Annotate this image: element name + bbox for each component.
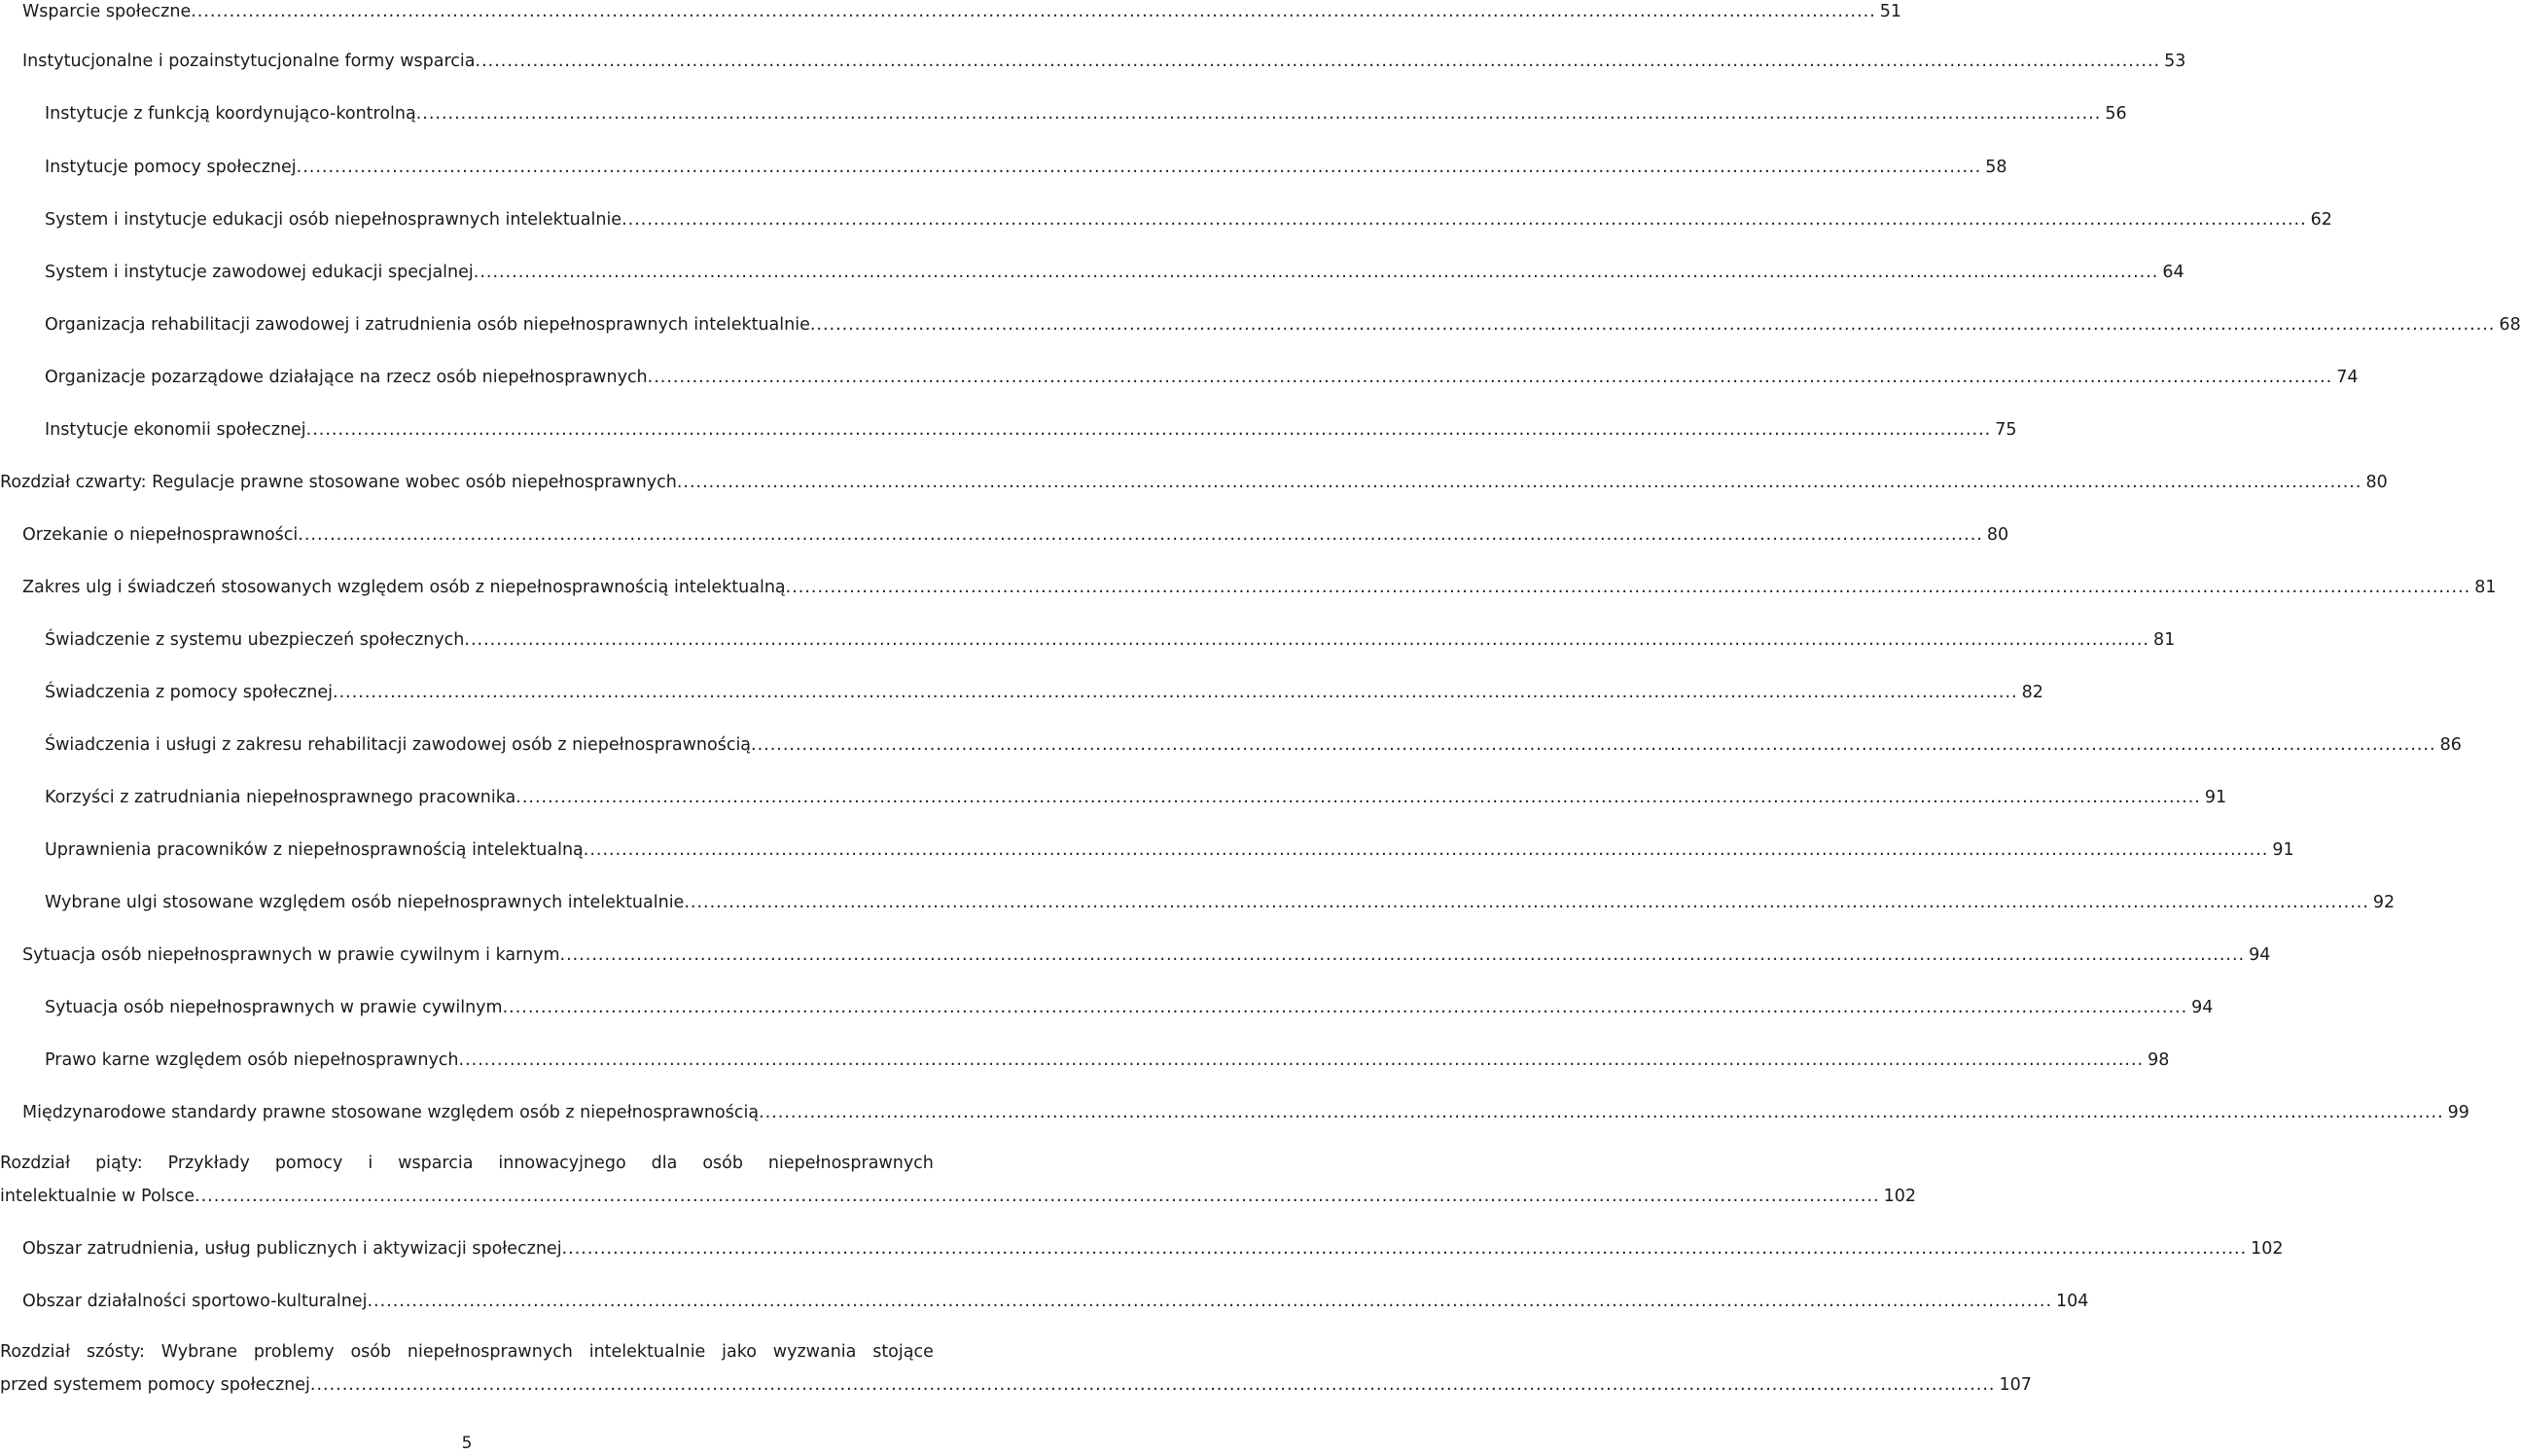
toc-entry[interactable]	[45, 1048, 2170, 1072]
toc-entry-page: 68	[2499, 315, 2521, 335]
toc-entry[interactable]	[45, 786, 2227, 809]
toc-leader-dots	[648, 366, 2333, 389]
toc-leader-dots	[416, 102, 2102, 125]
toc-leader-dots	[367, 1290, 2052, 1313]
toc-entry-page: 81	[2152, 630, 2176, 650]
toc-entry[interactable]	[45, 366, 2359, 389]
toc-entry-title: Instytucje pomocy społecznej	[45, 158, 297, 177]
toc-word: niepełnosprawnych	[407, 1342, 573, 1362]
toc-entry-page: 62	[2310, 210, 2332, 230]
toc-entry-page: 80	[1986, 525, 2009, 545]
toc-entry-title: Uprawnienia pracowników z niepełnosprawnością intelektualną	[45, 840, 584, 860]
toc-entry-page: 99	[2447, 1103, 2469, 1122]
toc-entry-page: 91	[2272, 840, 2294, 860]
toc-chapter-line	[0, 1180, 1917, 1213]
toc-leader-dots	[786, 576, 2471, 599]
toc-entry-title: Orzekanie o niepełnosprawności	[22, 525, 299, 545]
toc-entry-title: Międzynarodowe standardy prawne stosowane względem osób z niepełnosprawnością	[22, 1103, 760, 1122]
toc-entry-title: Organizacje pozarządowe działające na rzecz osób niepełnosprawnych	[45, 368, 648, 387]
toc-entry[interactable]	[22, 523, 2009, 547]
toc-entry-title: Organizacja rehabilitacji zawodowej i zatrudnienia osób niepełnosprawnych intelektualnie	[45, 315, 810, 335]
toc-entry-title: Świadczenie z systemu ubezpieczeń społecznych	[45, 630, 465, 650]
toc-entry-page: 53	[2164, 52, 2186, 71]
toc-entry[interactable]	[22, 1101, 2469, 1124]
toc-entry-title: Prawo karne względem osób niepełnosprawnych	[45, 1050, 459, 1070]
toc-word: osób	[702, 1154, 743, 1173]
toc-entry[interactable]	[22, 50, 2186, 73]
toc-entry-page: 74	[2336, 368, 2359, 387]
toc-leader-dots	[306, 418, 1992, 442]
toc-entry-page: 102	[1883, 1187, 1917, 1206]
toc-leader-dots	[503, 996, 2188, 1019]
toc-chapter-entry[interactable]	[0, 1335, 2032, 1402]
toc-leader-dots	[476, 50, 2161, 73]
toc-word: intelektualnie	[588, 1342, 706, 1362]
toc-word: stojące	[872, 1342, 934, 1362]
toc-chapter-line	[0, 1147, 934, 1180]
toc-entry-page: 58	[1985, 158, 2007, 177]
toc-entry[interactable]	[45, 628, 2176, 652]
toc-entry-page: 81	[2474, 578, 2497, 597]
toc-word: wyzwania	[772, 1342, 857, 1362]
toc-entry[interactable]	[45, 102, 2127, 125]
toc-entry-title: intelektualnie w Polsce	[0, 1187, 195, 1206]
toc-entry-page: 104	[2056, 1292, 2089, 1311]
toc-entry-page: 56	[2105, 104, 2127, 124]
toc-word: innowacyjnego	[498, 1154, 626, 1173]
toc-entry[interactable]	[45, 156, 2007, 179]
toc-chapter-line	[0, 1335, 934, 1368]
toc-chapter-entry[interactable]	[0, 471, 2388, 494]
toc-entry-page: 64	[2162, 263, 2184, 282]
toc-word: osób	[350, 1342, 392, 1362]
toc-entry-page: 51	[1879, 2, 1902, 21]
toc-entry[interactable]	[22, 0, 1902, 23]
toc-leader-dots	[191, 0, 1876, 23]
toc-entry[interactable]	[45, 681, 2043, 704]
toc-entry-page: 80	[2365, 473, 2388, 492]
toc-word: problemy	[253, 1342, 335, 1362]
toc-leader-dots	[677, 471, 2362, 494]
toc-entry-title: Obszar działalności sportowo-kulturalnej	[22, 1292, 368, 1311]
toc-entry[interactable]	[45, 261, 2184, 284]
toc-entry-title: Korzyści z zatrudniania niepełnosprawnego pracownika	[45, 788, 516, 807]
toc-entry[interactable]	[22, 576, 2497, 599]
toc-entry[interactable]	[45, 313, 2521, 337]
toc-leader-dots	[515, 786, 2201, 809]
toc-entry[interactable]	[45, 208, 2332, 231]
toc-word: piąty:	[95, 1154, 143, 1173]
toc-leader-dots	[684, 891, 2369, 914]
toc-entry-title: Wsparcie społeczne	[22, 2, 192, 21]
toc-leader-dots	[560, 943, 2246, 967]
toc-leader-dots	[298, 523, 1983, 547]
toc-word: pomocy	[274, 1154, 343, 1173]
toc-chapter-entry[interactable]	[0, 1147, 1917, 1213]
toc-entry-title: Świadczenia i usługi z zakresu rehabilitacji zawodowej osób z niepełnosprawnością	[45, 735, 752, 755]
toc-entry[interactable]	[22, 943, 2271, 967]
toc-entry-title: Instytucjonalne i pozainstytucjonalne formy wsparcia	[22, 52, 476, 71]
toc-entry-title: Zakres ulg i świadczeń stosowanych względem osób z niepełnosprawnością intelektualną	[22, 578, 786, 597]
toc-entry[interactable]	[45, 891, 2396, 914]
toc-word: dla	[651, 1154, 678, 1173]
toc-word: i	[368, 1154, 373, 1173]
toc-entry-title: System i instytucje zawodowej edukacji specjalnej	[45, 263, 474, 282]
toc-word: jako	[722, 1342, 757, 1362]
toc-word: Przykłady	[167, 1154, 250, 1173]
toc-word: Rozdział	[0, 1154, 71, 1173]
toc-entry-title: Świadczenia z pomocy społecznej	[45, 683, 333, 702]
toc-entry[interactable]	[45, 838, 2294, 862]
toc-leader-dots	[464, 628, 2149, 652]
toc-entry-page: 75	[1995, 420, 2017, 440]
toc-entry-page: 91	[2204, 788, 2227, 807]
toc-leader-dots	[310, 1368, 1996, 1402]
page-number: 5	[461, 1434, 473, 1453]
toc-entry-page: 98	[2148, 1050, 2170, 1070]
toc-leader-dots	[562, 1237, 2248, 1261]
toc-entry[interactable]	[22, 1290, 2089, 1313]
toc-leader-dots	[621, 208, 2307, 231]
toc-entry-title: Obszar zatrudnienia, usług publicznych i aktywizacji społecznej	[22, 1239, 562, 1259]
toc-entry-title: System i instytucje edukacji osób niepełnosprawnych intelektualnie	[45, 210, 622, 230]
toc-leader-dots	[474, 261, 2159, 284]
toc-entry-page: 102	[2251, 1239, 2284, 1259]
toc-word: Wybrane	[160, 1342, 237, 1362]
toc-leader-dots	[297, 156, 1982, 179]
toc-word: Rozdział	[0, 1342, 71, 1362]
toc-word: niepełnosprawnych	[767, 1154, 934, 1173]
toc-entry-page: 107	[1999, 1375, 2032, 1395]
toc-leader-dots	[759, 1101, 2444, 1124]
toc-entry[interactable]	[45, 733, 2462, 757]
toc-entry-title: przed systemem pomocy społecznej	[0, 1375, 310, 1395]
toc-entry-title: Instytucje z funkcją koordynująco-kontrolną	[45, 104, 416, 124]
toc-entry-title: Rozdział czwarty: Regulacje prawne stosowane wobec osób niepełnosprawnych	[0, 473, 677, 492]
toc-entry-page: 86	[2439, 735, 2462, 755]
toc-entry[interactable]	[22, 1237, 2284, 1261]
toc-leader-dots	[195, 1180, 1880, 1213]
toc-entry-page: 94	[2249, 945, 2271, 965]
toc-entry-title: Instytucje ekonomii społecznej	[45, 420, 306, 440]
toc-word: wsparcia	[398, 1154, 474, 1173]
toc-entry-title: Wybrane ulgi stosowane względem osób niepełnosprawnych intelektualnie	[45, 893, 685, 912]
toc-entry-page: 82	[2021, 683, 2043, 702]
toc-entry-title: Sytuacja osób niepełnosprawnych w prawie cywilnym	[45, 998, 503, 1017]
toc-leader-dots	[751, 733, 2436, 757]
toc-word: szósty:	[86, 1342, 145, 1362]
toc-entry[interactable]	[45, 996, 2214, 1019]
toc-leader-dots	[810, 313, 2496, 337]
toc-leader-dots	[584, 838, 2269, 862]
toc-leader-dots	[333, 681, 2018, 704]
toc-entry[interactable]	[45, 418, 2017, 442]
toc-leader-dots	[459, 1048, 2145, 1072]
toc-entry-page: 94	[2191, 998, 2214, 1017]
toc-chapter-line	[0, 1368, 2032, 1402]
toc-entry-page: 92	[2372, 893, 2396, 912]
toc-entry-title: Sytuacja osób niepełnosprawnych w prawie cywilnym i karnym	[22, 945, 560, 965]
